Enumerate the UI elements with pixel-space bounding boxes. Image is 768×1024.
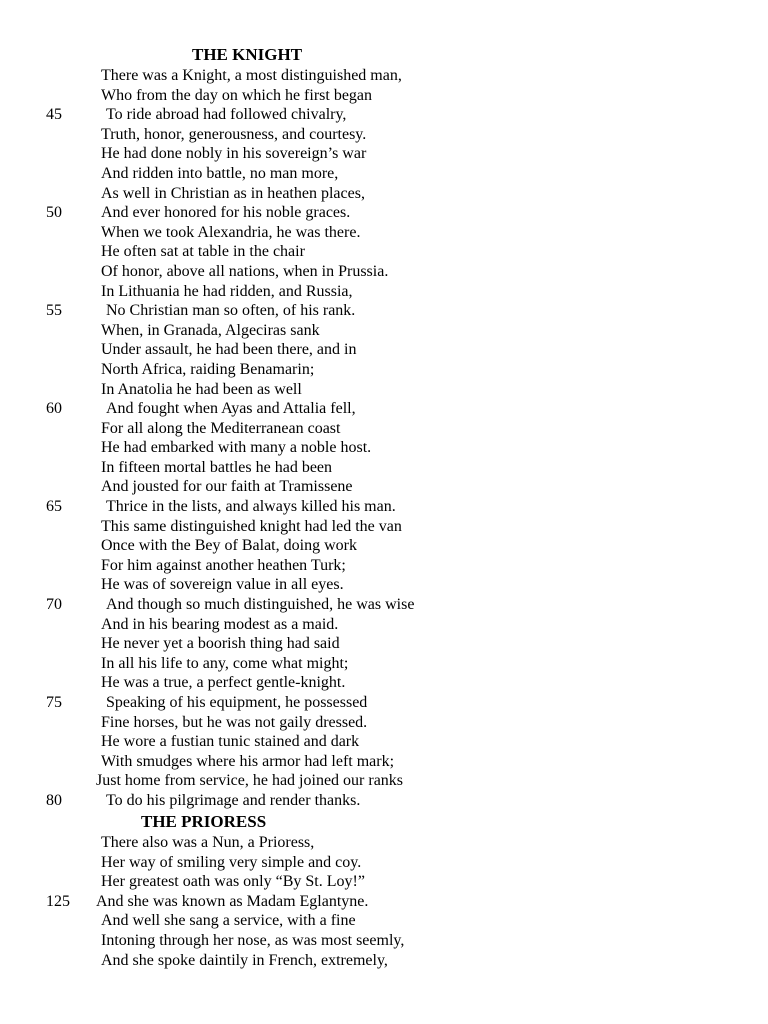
line-text: Of honor, above all nations, when in Prussia.: [101, 262, 389, 280]
poem-line: [0, 144, 768, 164]
line-text: When we took Alexandria, he was there.: [101, 223, 361, 241]
line-text: He often sat at table in the chair: [101, 243, 305, 261]
poem-line: [0, 340, 768, 360]
line-number: 70: [46, 596, 62, 614]
poem-line: [0, 419, 768, 439]
line-text: Under assault, he had been there, and in: [101, 341, 357, 359]
line-text: And she spoke daintily in French, extremely,: [101, 951, 388, 969]
poem-line: [0, 654, 768, 674]
poem-line: [0, 399, 768, 419]
line-text: Who from the day on which he first began: [101, 86, 373, 104]
line-text: He was a true, a perfect gentle-knight.: [101, 674, 346, 692]
line-number: 50: [46, 204, 62, 222]
poem-line: [0, 360, 768, 380]
poem-line: [0, 203, 768, 223]
poem-line: [0, 911, 768, 931]
line-text: Intoning through her nose, as was most seemly,: [101, 931, 405, 949]
line-text: There also was a Nun, a Prioress,: [101, 834, 315, 851]
poem-line: [0, 105, 768, 125]
poem-line: [0, 713, 768, 733]
poem-line: [0, 125, 768, 145]
poem-line: [0, 931, 768, 951]
line-text: Truth, honor, generousness, and courtesy.: [101, 125, 367, 143]
line-text: Just home from service, he had joined our ranks: [96, 772, 404, 790]
line-text: To do his pilgrimage and render thanks.: [106, 791, 361, 809]
line-text: And ever honored for his noble graces.: [101, 204, 351, 222]
poem-block-knight: [0, 66, 768, 811]
poem-line: [0, 66, 768, 86]
poem-line: [0, 262, 768, 282]
poem-line: [0, 438, 768, 458]
poem-line: [0, 556, 768, 576]
line-number: 125: [46, 892, 70, 910]
line-text: Thrice in the lists, and always killed his man.: [106, 498, 396, 516]
poem-line: [0, 184, 768, 204]
line-text: When, in Granada, Algeciras sank: [101, 321, 320, 339]
poem-line: [0, 833, 768, 853]
line-text: With smudges where his armor had left mark;: [101, 752, 395, 770]
line-text: And though so much distinguished, he was wise: [106, 596, 415, 614]
line-text: And fought when Ayas and Attalia fell,: [106, 400, 356, 418]
line-text: Her greatest oath was only “By St. Loy!”: [101, 873, 365, 891]
line-text: He never yet a boorish thing had said: [101, 635, 340, 653]
poem-line: [0, 673, 768, 693]
poem-line: [0, 536, 768, 556]
poem-line: [0, 86, 768, 106]
line-number: 55: [46, 302, 62, 320]
poem-line: [0, 282, 768, 302]
line-text: In Lithuania he had ridden, and Russia,: [101, 282, 353, 300]
poem-line: [0, 732, 768, 752]
poem-line: [0, 575, 768, 595]
line-text: To ride abroad had followed chivalry,: [106, 106, 347, 124]
poem-line: [0, 892, 768, 912]
poem-line: [0, 380, 768, 400]
poem-line: [0, 771, 768, 791]
line-text: For all along the Mediterranean coast: [101, 419, 341, 437]
poem-line: [0, 321, 768, 341]
line-number: 75: [46, 694, 62, 711]
line-text: There was a Knight, a most distinguished man,: [101, 67, 402, 84]
line-text: North Africa, raiding Benamarin;: [101, 360, 315, 378]
line-text: He had done nobly in his sovereign’s war: [101, 145, 367, 163]
line-text: He wore a fustian tunic stained and dark: [101, 733, 360, 751]
line-text: And ridden into battle, no man more,: [101, 164, 339, 182]
line-text: And jousted for our faith at Tramissene: [101, 478, 353, 496]
line-text: Speaking of his equipment, he possessed: [106, 694, 368, 711]
section-title-prioress: THE PRIORESS: [141, 812, 267, 831]
line-number: 60: [46, 400, 62, 418]
poem-line: [0, 477, 768, 497]
line-text: Fine horses, but he was not gaily dressed.: [101, 713, 368, 731]
poem-line: [0, 951, 768, 971]
line-text: This same distinguished knight had led the van: [101, 517, 402, 535]
line-number: 80: [46, 791, 62, 809]
poem-line: [0, 497, 768, 517]
line-text: As well in Christian as in heathen places,: [101, 184, 365, 202]
line-number: 65: [46, 498, 62, 516]
poem-line: [0, 791, 768, 811]
poem-line: [0, 752, 768, 772]
poem-line: [0, 223, 768, 243]
poem-line: [0, 615, 768, 635]
poem-line: [0, 872, 768, 892]
poem-block-prioress: [0, 833, 768, 970]
line-text: And well she sang a service, with a fine: [101, 912, 356, 930]
poem-line: [0, 853, 768, 873]
line-text: For him against another heathen Turk;: [101, 556, 346, 574]
poem-line: [0, 164, 768, 184]
line-text: No Christian man so often, of his rank.: [106, 302, 356, 320]
line-text: Once with the Bey of Balat, doing work: [101, 537, 357, 555]
line-text: Her way of smiling very simple and coy.: [101, 853, 362, 871]
poem-line: [0, 458, 768, 478]
poem-line: [0, 634, 768, 654]
poem-line: [0, 517, 768, 537]
line-number: 45: [46, 106, 62, 124]
line-text: And she was known as Madam Eglantyne.: [96, 892, 369, 910]
line-text: In Anatolia he had been as well: [101, 380, 302, 398]
line-text: In fifteen mortal battles he had been: [101, 458, 333, 476]
line-text: He was of sovereign value in all eyes.: [101, 576, 344, 594]
poem-line: [0, 693, 768, 713]
line-text: In all his life to any, come what might;: [101, 654, 349, 672]
line-text: He had embarked with many a noble host.: [101, 439, 372, 457]
poem-line: [0, 242, 768, 262]
poem-line: [0, 301, 768, 321]
poem-line: [0, 595, 768, 615]
line-text: And in his bearing modest as a maid.: [101, 615, 339, 633]
section-title-knight: THE KNIGHT: [192, 45, 303, 64]
